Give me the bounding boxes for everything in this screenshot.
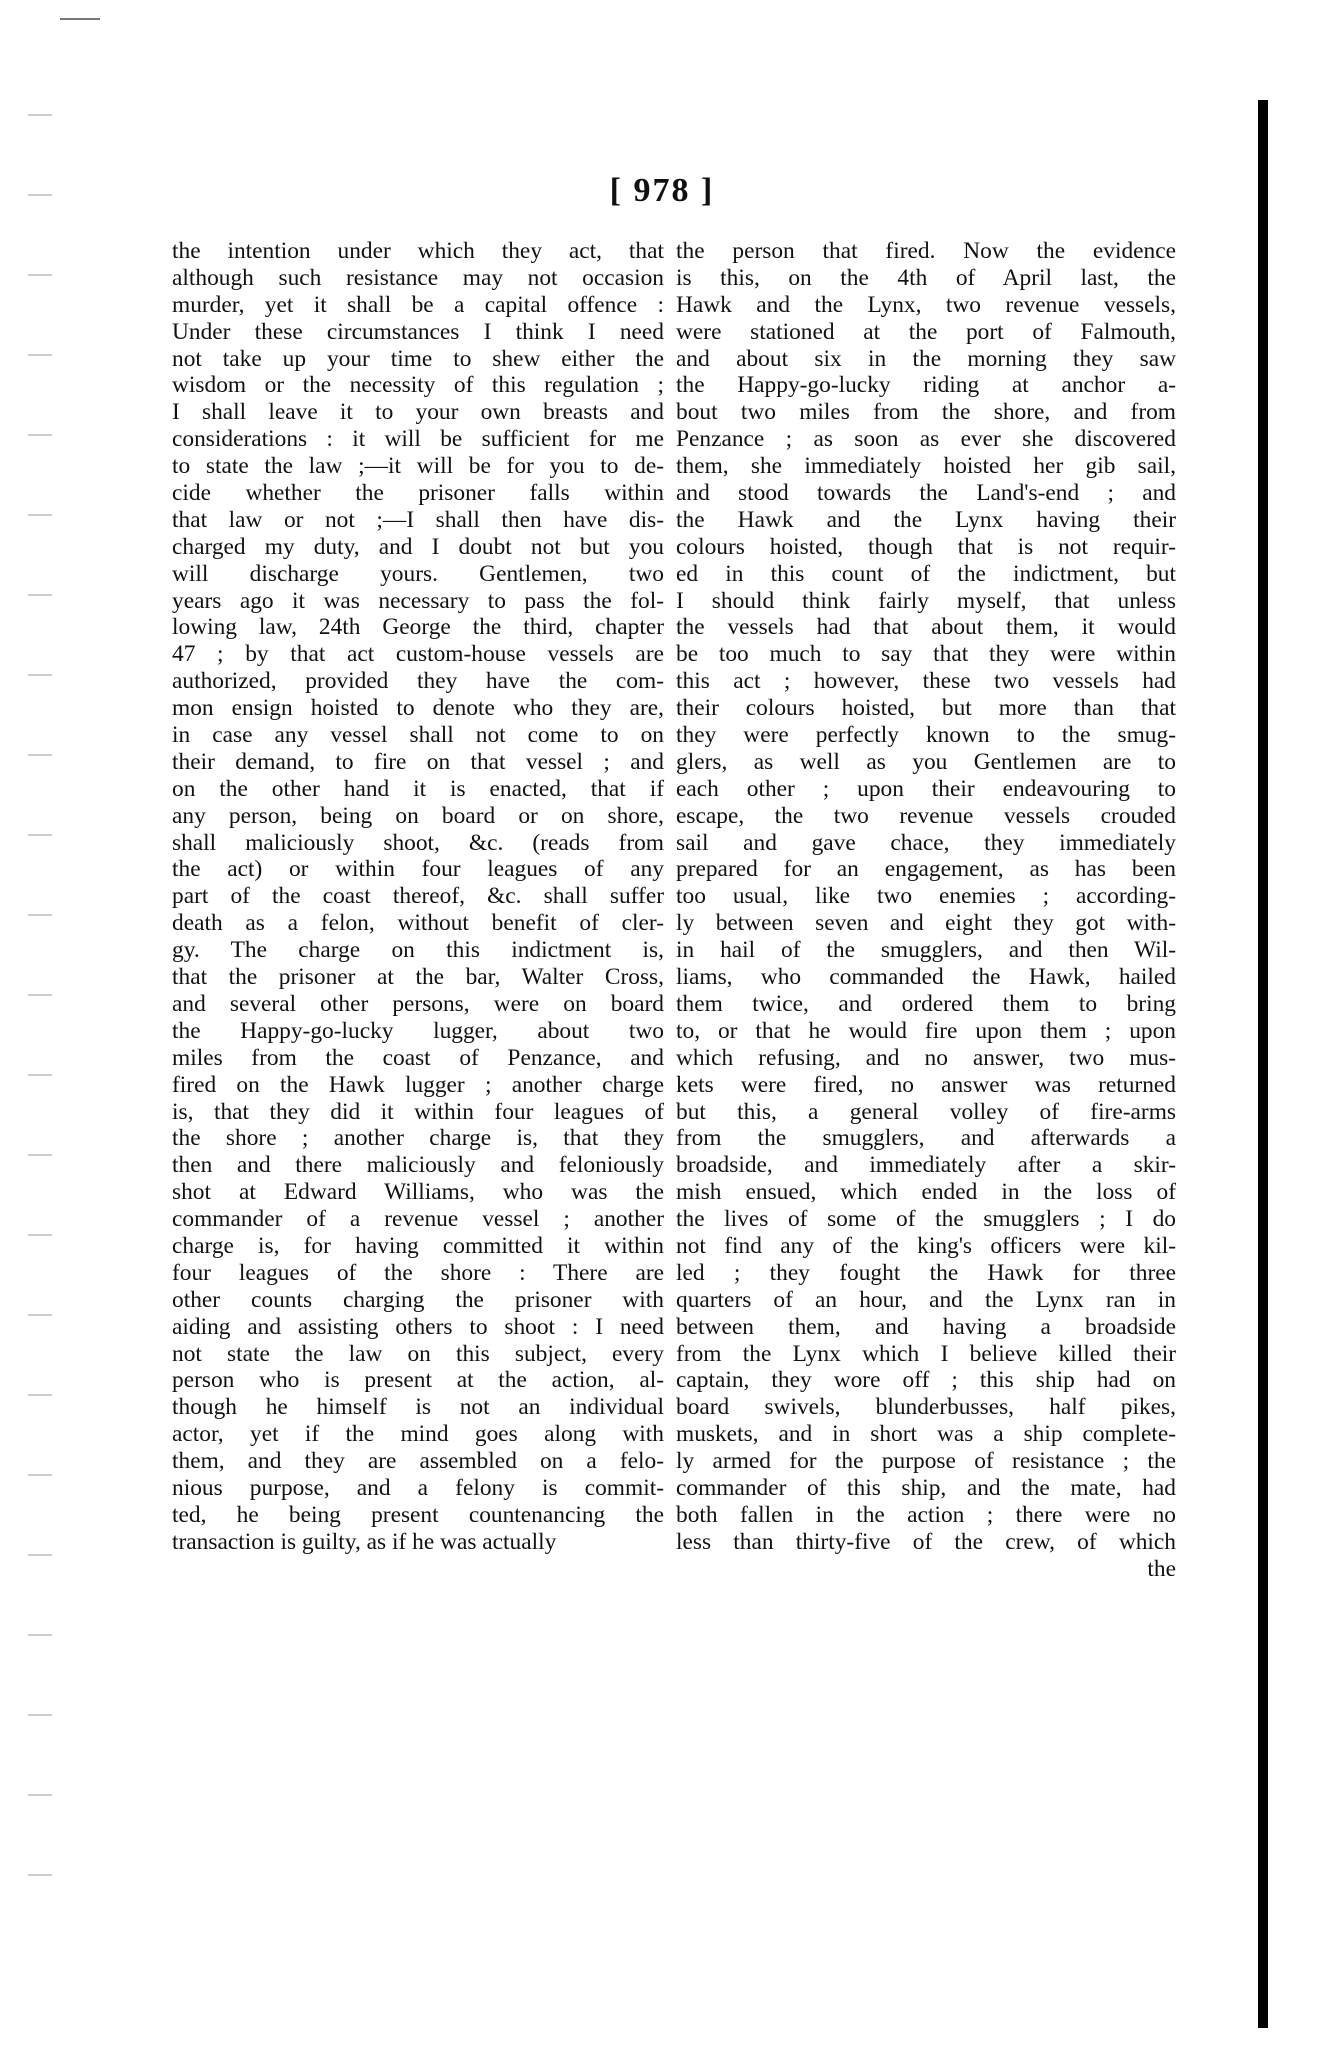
text-line: though he himself is not an individual (172, 1394, 664, 1421)
catchword: the (1147, 1555, 1176, 1582)
text-line: both fallen in the action ; there were no (676, 1501, 1176, 1528)
text-line: mon ensign hoisted to denote who they are, (172, 695, 664, 722)
text-line: quarters of an hour, and the Lynx ran in (676, 1286, 1176, 1313)
text-line: ly armed for the purpose of resistance ; the (676, 1448, 1176, 1475)
text-line: considerations : it will be sufficient for me (172, 426, 664, 453)
text-line: charged my duty, and I doubt not but you (172, 533, 664, 560)
left-text-column (172, 238, 664, 1556)
text-line: ed in this count of the indictment, but (676, 560, 1176, 587)
text-line: the act) or within four leagues of any (172, 856, 664, 883)
text-line: murder, yet it shall be a capital offence : (172, 291, 664, 318)
text-line: liams, who commanded the Hawk, hailed (676, 964, 1176, 991)
text-line: led ; they fought the Hawk for three (676, 1259, 1176, 1286)
text-line: which refusing, and no answer, two mus- (676, 1044, 1176, 1071)
text-line: 47 ; by that act custom-house vessels are (172, 641, 664, 668)
scan-margin-marks (28, 80, 52, 1880)
text-line: and stood towards the Land's-end ; and (676, 480, 1176, 507)
text-line: Penzance ; as soon as ever she discovered (676, 426, 1176, 453)
text-line: to, or that he would fire upon them ; upon (676, 1017, 1176, 1044)
text-line: four leagues of the shore : There are (172, 1259, 664, 1286)
text-line: is, that they did it within four leagues of (172, 1098, 664, 1125)
text-line: miles from the coast of Penzance, and (172, 1044, 664, 1071)
text-line: them, and they are assembled on a felo- (172, 1448, 664, 1475)
text-line: were stationed at the port of Falmouth, (676, 318, 1176, 345)
text-line: transaction is guilty, as if he was actually (172, 1528, 557, 1555)
text-line: although such resistance may not occasion (172, 264, 664, 291)
text-line: bout two miles from the shore, and from (676, 399, 1176, 426)
text-line: wisdom or the necessity of this regulation ; (172, 372, 664, 399)
text-line: escape, the two revenue vessels crouded (676, 802, 1176, 829)
text-line: them twice, and ordered them to bring (676, 990, 1176, 1017)
text-line: between them, and having a broadside (676, 1313, 1176, 1340)
text-line: fired on the Hawk lugger ; another charge (172, 1071, 664, 1098)
text-line: then and there maliciously and feloniously (172, 1152, 664, 1179)
text-line: Hawk and the Lynx, two revenue vessels, (676, 291, 1176, 318)
text-line: will discharge yours. Gentlemen, two (172, 560, 664, 587)
text-line: commander of this ship, and the mate, had (676, 1474, 1176, 1501)
text-line: but this, a general volley of fire-arms (676, 1098, 1176, 1125)
text-line: them, she immediately hoisted her gib sail, (676, 453, 1176, 480)
text-line: in case any vessel shall not come to on (172, 722, 664, 749)
text-line: and about six in the morning they saw (676, 345, 1176, 372)
text-line: prepared for an engagement, as has been (676, 856, 1176, 883)
text-line: kets were fired, no answer was returned (676, 1071, 1176, 1098)
text-line: lowing law, 24th George the third, chapter (172, 614, 664, 641)
text-line: gy. The charge on this indictment is, (172, 937, 664, 964)
text-line: shall maliciously shoot, &c. (reads from (172, 829, 664, 856)
text-line: mish ensued, which ended in the loss of (676, 1179, 1176, 1206)
text-line: board swivels, blunderbusses, half pikes, (676, 1394, 1176, 1421)
text-line: the Happy-go-lucky lugger, about two (172, 1017, 664, 1044)
text-line: I shall leave it to your own breasts and (172, 399, 664, 426)
text-line: the person that fired. Now the evidence (676, 238, 1176, 264)
text-line: too usual, like two enemies ; according- (676, 883, 1176, 910)
text-line: Under these circumstances I think I need (172, 318, 664, 345)
text-line: each other ; upon their endeavouring to (676, 775, 1176, 802)
text-line: charge is, for having committed it within (172, 1232, 664, 1259)
text-line: commander of a revenue vessel ; another (172, 1206, 664, 1233)
text-line: not find any of the king's officers were kil- (676, 1232, 1176, 1259)
text-line: and several other persons, were on board (172, 990, 664, 1017)
text-line: this act ; however, these two vessels had (676, 668, 1176, 695)
text-line: captain, they wore off ; this ship had on (676, 1367, 1176, 1394)
text-line: on the other hand it is enacted, that if (172, 775, 664, 802)
text-line: any person, being on board or on shore, (172, 802, 664, 829)
text-line: not take up your time to shew either the (172, 345, 664, 372)
text-line: is this, on the 4th of April last, the (676, 264, 1176, 291)
text-line: ted, he being present countenancing the (172, 1501, 664, 1528)
text-line: part of the coast thereof, &c. shall suffer (172, 883, 664, 910)
text-line: that law or not ;—I shall then have dis- (172, 506, 664, 533)
text-line: in hail of the smugglers, and then Wil- (676, 937, 1176, 964)
text-line: the intention under which they act, that (172, 238, 664, 264)
text-line: to state the law ;—it will be for you to de- (172, 453, 664, 480)
text-line: other counts charging the prisoner with (172, 1286, 664, 1313)
text-line: I should think fairly myself, that unless (676, 587, 1176, 614)
text-line: cide whether the prisoner falls within (172, 480, 664, 507)
text-line: the lives of some of the smugglers ; I do (676, 1206, 1176, 1233)
text-line: death as a felon, without benefit of cler- (172, 910, 664, 937)
text-line: shot at Edward Williams, who was the (172, 1179, 664, 1206)
text-line: they were perfectly known to the smug- (676, 722, 1176, 749)
text-line: the shore ; another charge is, that they (172, 1125, 664, 1152)
scan-edge-shadow (1258, 100, 1268, 2028)
text-line: their colours hoisted, but more than that (676, 695, 1176, 722)
text-line: not state the law on this subject, every (172, 1340, 664, 1367)
text-line: broadside, and immediately after a skir- (676, 1152, 1176, 1179)
text-line: less than thirty-five of the crew, of which (676, 1528, 1176, 1555)
text-line: from the Lynx which I believe killed their (676, 1340, 1176, 1367)
text-line: nious purpose, and a felony is commit- (172, 1474, 664, 1501)
text-line: from the smugglers, and afterwards a (676, 1125, 1176, 1152)
text-line: years ago it was necessary to pass the fol- (172, 587, 664, 614)
page-number: [ 978 ] (609, 172, 715, 209)
text-line: authorized, provided they have the com- (172, 668, 664, 695)
text-line: actor, yet if the mind goes along with (172, 1421, 664, 1448)
text-line: be too much to say that they were within (676, 641, 1176, 668)
text-line: glers, as well as you Gentlemen are to (676, 748, 1176, 775)
text-line: colours hoisted, though that is not requir- (676, 533, 1176, 560)
text-line: the Hawk and the Lynx having their (676, 506, 1176, 533)
scan-speck (60, 18, 100, 20)
text-line: the Happy-go-lucky riding at anchor a- (676, 372, 1176, 399)
text-line: sail and gave chace, they immediately (676, 829, 1176, 856)
text-line: person who is present at the action, al- (172, 1367, 664, 1394)
text-line: the vessels had that about them, it would (676, 614, 1176, 641)
text-line: their demand, to fire on that vessel ; and (172, 748, 664, 775)
text-line: aiding and assisting others to shoot : I need (172, 1313, 664, 1340)
right-text-column (676, 238, 1176, 1583)
text-line: ly between seven and eight they got with- (676, 910, 1176, 937)
text-line: muskets, and in short was a ship complete- (676, 1421, 1176, 1448)
text-line: that the prisoner at the bar, Walter Cross, (172, 964, 664, 991)
